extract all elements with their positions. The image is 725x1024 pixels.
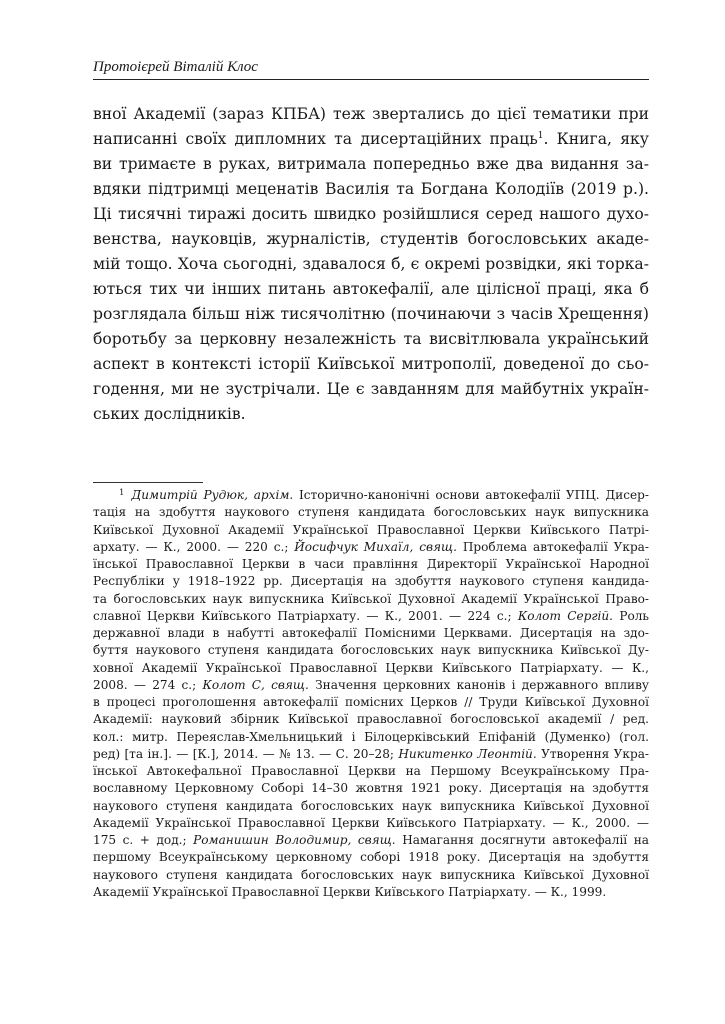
footnote-line: їнської Православної Церкви в часи правління Директорії Української Народної (93, 557, 649, 571)
footnote-line: їнської Автокефальної Православної Церкви на Першому Всеукраїнському Пра- (93, 764, 649, 778)
footnote-number: 1 (119, 488, 125, 498)
author-name: Никитенко Леонтій. (398, 746, 537, 761)
footnote-text: Утворення Укра- (536, 746, 650, 761)
author-name: Колот Сергій. (517, 608, 614, 623)
footnote-line: вославному Церковному Соборі 14–30 жовтня 1921 року. Дисертація на здобуття (93, 781, 649, 796)
header-rule (93, 79, 649, 80)
footnote-line: ховної Академії Української Православної Церкви Київського Патріархату. — К., (93, 660, 649, 675)
footnote-text: Роль (613, 608, 650, 623)
body-line (93, 127, 649, 152)
footnote-line (93, 832, 649, 849)
footnote-reference[interactable]: 1 (537, 131, 544, 141)
footnote-text: славної Церкви Київського Патріархату. — К., 2001. — 224 с.; (93, 608, 518, 623)
author-name: Димитрій Рудюк, архім. (131, 488, 294, 502)
footnote-line: наукового ступеня кандидата богословських наук випускника Київської Духовної (93, 867, 649, 882)
body-line-text: . Книга, яку (543, 130, 649, 148)
body-line: боротьбу за церковну незалежність та висвітлювала український (93, 330, 649, 348)
footnote-separator (93, 482, 203, 483)
author-name: Романишин Володимир, свящ. (193, 833, 396, 847)
footnote-line: тація на здобуття наукового ступеня кандидата богословських наук випускника (93, 505, 649, 520)
body-line: мій тощо. Хоча сьогодні, здавалося б, є окремі розвідки, які торка- (93, 255, 649, 273)
footnote-line: в процесі проголошення автокефалії помісних Церков // Труди Київської Духовної (93, 695, 649, 709)
body-line: розглядала більш ніж тисячолітню (починаючи з часів Хрещення) (93, 305, 649, 323)
body-line: аспект в контексті історії Київської митрополії, доведеної до сьо- (93, 355, 649, 373)
body-line: ви тримаєте в руках, витримала попередньо вже два видання за- (93, 155, 649, 173)
footnote-line (93, 608, 649, 625)
footnote-line: Академії Української Православної Церкви Київського Патріархату. — К., 2000. — (93, 815, 649, 830)
footnote-line: кол.: митр. Переяслав-Хмельницький і Білоцерківський Епіфаній (Думенко) (гол. (93, 729, 649, 744)
body-line-text: написанні своїх дипломних та дисертаційних праць (93, 130, 538, 148)
body-line: ських дослідників. (93, 405, 246, 423)
footnote-line (93, 487, 649, 504)
footnote-line: Республіки у 1918–1922 рр. Дисертація на здобуття наукового ступеня кандида- (93, 574, 649, 589)
body-line: годення, ми не зустрічали. Це є завданням для майбутніх україн- (93, 380, 649, 398)
footnote-line (93, 539, 649, 556)
footnote-line: Київської Духовної Академії Української Православної Церкви Київського Патрі- (93, 522, 649, 537)
footnote-line (93, 677, 649, 694)
footnote-line: буття наукового ступеня кандидата богословських наук випускника Київської Ду- (93, 643, 649, 658)
author-name: Йосифчук Михаїл, свящ. (294, 539, 457, 554)
footnote-line: Академії: науковий збірник Київської православної богословської академії / ред. (93, 712, 649, 727)
body-paragraph (93, 102, 649, 427)
footnote-text: архату. — К., 2000. — 220 с.; (93, 539, 295, 554)
footnote-text: 175 с. + дод.; (93, 833, 194, 847)
body-line: вної Академії (зараз КПБА) теж звертались до цієї тематики при (93, 105, 649, 123)
footnote-text: Значення церковних канонів і державного впливу (308, 677, 649, 692)
footnote-text: Намагання досягнути автокефалії на (395, 833, 650, 847)
body-line: венства, науковців, журналістів, студентів богословських акаде- (93, 230, 649, 248)
footnote-text: Історично-канонічні основи автокефалії УПЦ. Дисер- (293, 488, 649, 502)
footnote-line: Академії Української Православної Церкви Київського Патріархату. — К., 1999. (93, 884, 607, 899)
footnote-line: першому Всеукраїнському церковному соборі 1918 року. Дисертація на здобуття (93, 850, 649, 865)
footnote (93, 487, 649, 901)
body-line: Ці тисячні тиражі досить швидко розійшлися серед нашого духо- (93, 205, 649, 223)
body-line: ються тих чи інших питань автокефалії, але цілісної праці, яка б (93, 280, 649, 298)
footnote-line: державної влади в набутті автокефалії Помісними Церквами. Дисертація на здо- (93, 626, 649, 640)
footnote-line: та богословських наук випускника Київської Духовної Академії Української Право- (93, 591, 649, 606)
body-line: вдяки підтримці меценатів Василія та Богдана Колодіїв (2019 р.). (93, 180, 649, 198)
author-name: Колот С, свящ. (202, 677, 309, 692)
footnote-text: 2008. — 274 с.; (93, 677, 203, 692)
footnote-line: наукового ступеня кандидата богословських наук випускника Київської Духовної (93, 798, 649, 813)
footnote-text: Проблема автокефалії Укра- (456, 539, 649, 554)
footnote-text: ред) [та ін.]. — [К.], 2014. — № 13. — С. 20–28; (93, 746, 399, 761)
running-head: Протоієрей Віталій Клос (93, 59, 258, 75)
footnote-line (93, 746, 649, 763)
